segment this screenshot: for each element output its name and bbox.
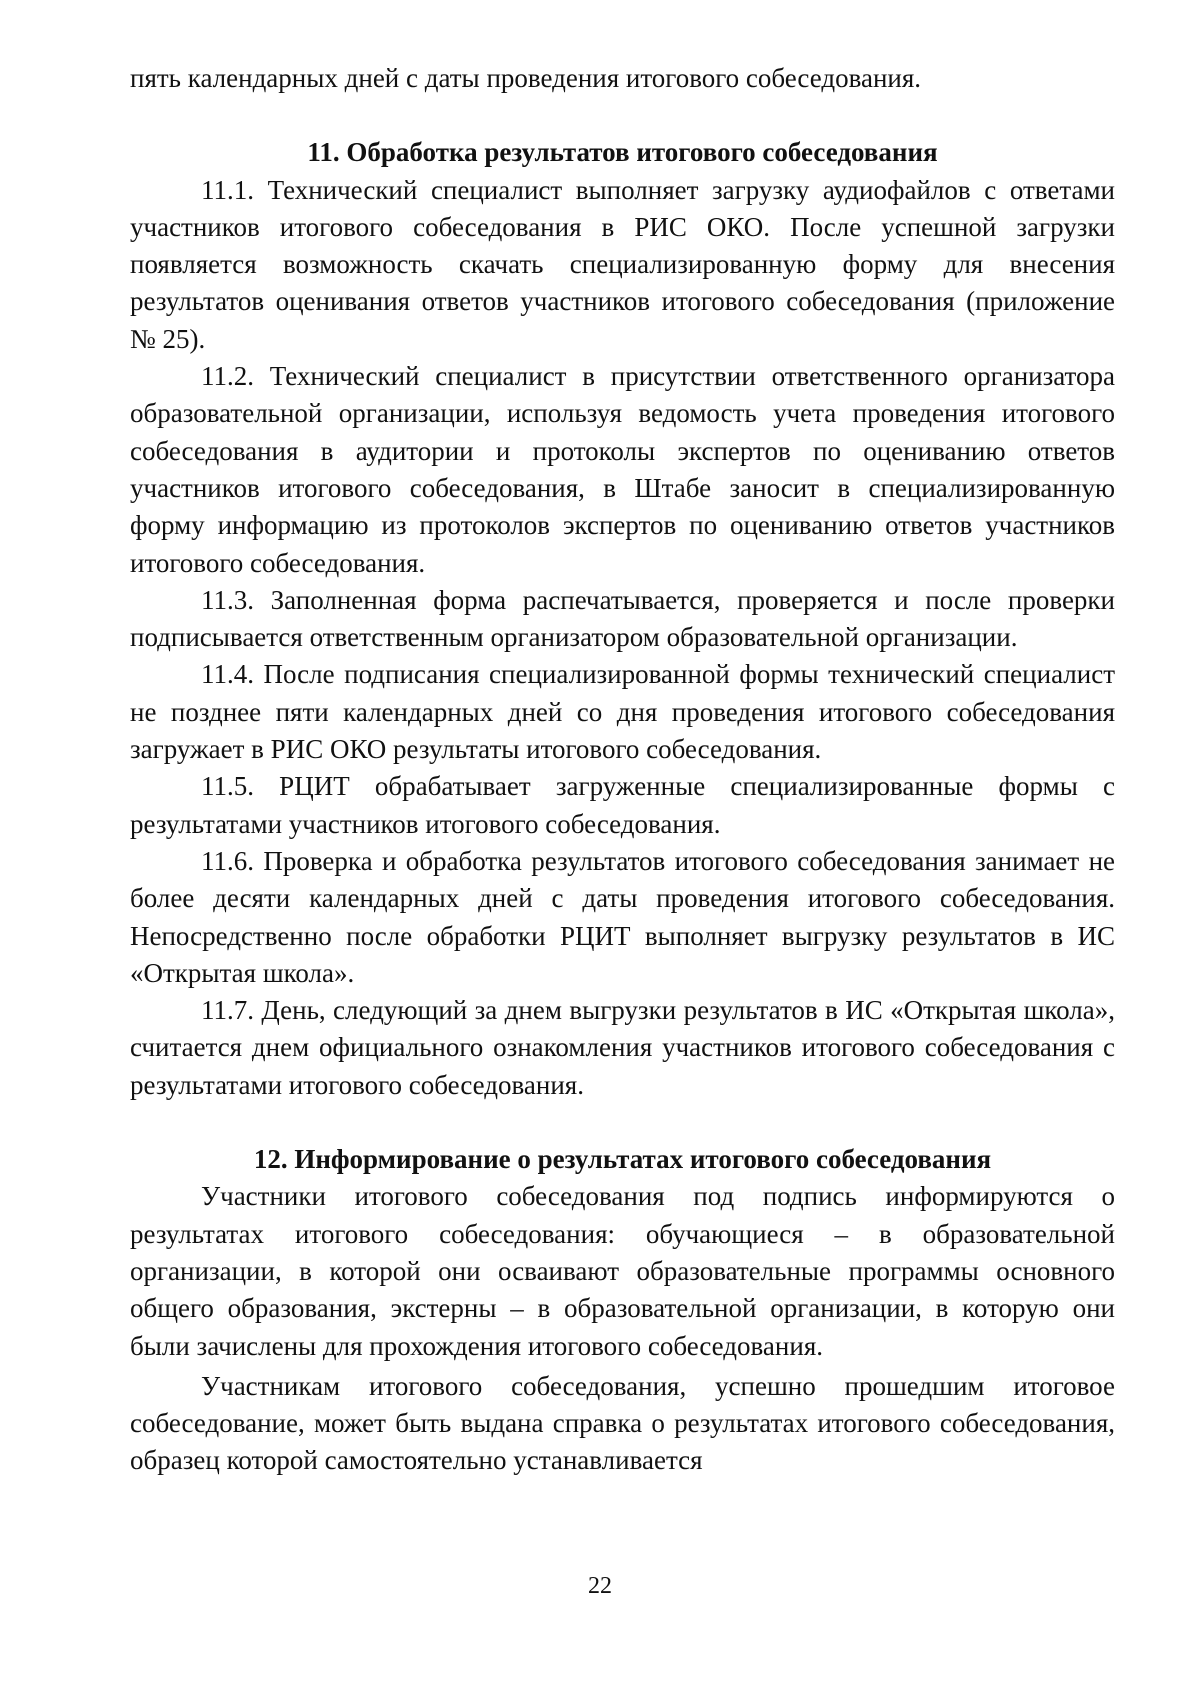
paragraph-11-2: 11.2. Технический специалист в присутствии ответственного организатора образовательной организации, используя ведомость учета проведения итогового собеседования в аудитории и протоколы экспертов по оцениванию ответов участников итогового собеседования, в Штабе заносит в специализированную форму информацию из протоколов экспертов по оцениванию ответов участников итогового собеседования. [130, 361, 1115, 578]
paragraph-11-1: 11.1. Технический специалист выполняет загрузку аудиофайлов с ответами участников итогового собеседования в РИС ОКО. После успешной загрузки появляется возможность скачать специализированную форму для внесения результатов оценивания ответов участников итогового собеседования (приложение № 25). [130, 174, 1115, 354]
section-12-heading: 12. Информирование о результатах итогового собеседования [253, 1144, 992, 1175]
paragraph-12-1: Участники итогового собеседования под подпись информируются о результатах итогового собеседования: обучающиеся – в образовательной организации, в которой они осваивают образовательные программы основного общего образования, экстерны – в образовательной организации, в которую они были зачислены для прохождения итогового собеседования. [130, 1181, 1115, 1361]
intro-line: пять календарных дней с даты проведения итогового собеседования. [130, 63, 922, 93]
document-page [130, 60, 1115, 1480]
section-11-heading: 11. Обработка результатов итогового собеседования [307, 137, 938, 168]
paragraph-11-3: 11.3. Заполненная форма распечатывается, проверяется и после проверки подписывается ответственным организатором образовательной организации. [130, 584, 1115, 653]
paragraph-12-2: Участникам итогового собеседования, успешно прошедшим итоговое собеседование, может быть выдана справка о результатах итогового собеседования, образец которой самостоятельно устанавливается [130, 1370, 1115, 1476]
paragraph-11-7: 11.7. День, следующий за днем выгрузки результатов в ИС «Открытая школа», считается днем официального ознакомления участников итогового собеседования с результатами итогового собеседования. [130, 995, 1115, 1100]
paragraph-11-5: 11.5. РЦИТ обрабатывает загруженные специализированные формы с результатами участников итогового собеседования. [130, 771, 1115, 839]
paragraph-11-6: 11.6. Проверка и обработка результатов итогового собеседования занимает не более десяти календарных дней с даты проведения итогового собеседования. Непосредственно после обработки РЦИТ выполняет выгрузку результатов в ИС «Открытая школа». [130, 845, 1115, 988]
paragraph-11-4: 11.4. После подписания специализированной формы технический специалист не позднее пяти календарных дней со дня проведения итогового собеседования загружает в РИС ОКО результаты итогового собеседования. [130, 659, 1115, 765]
page-number: 22 [588, 1573, 612, 1599]
